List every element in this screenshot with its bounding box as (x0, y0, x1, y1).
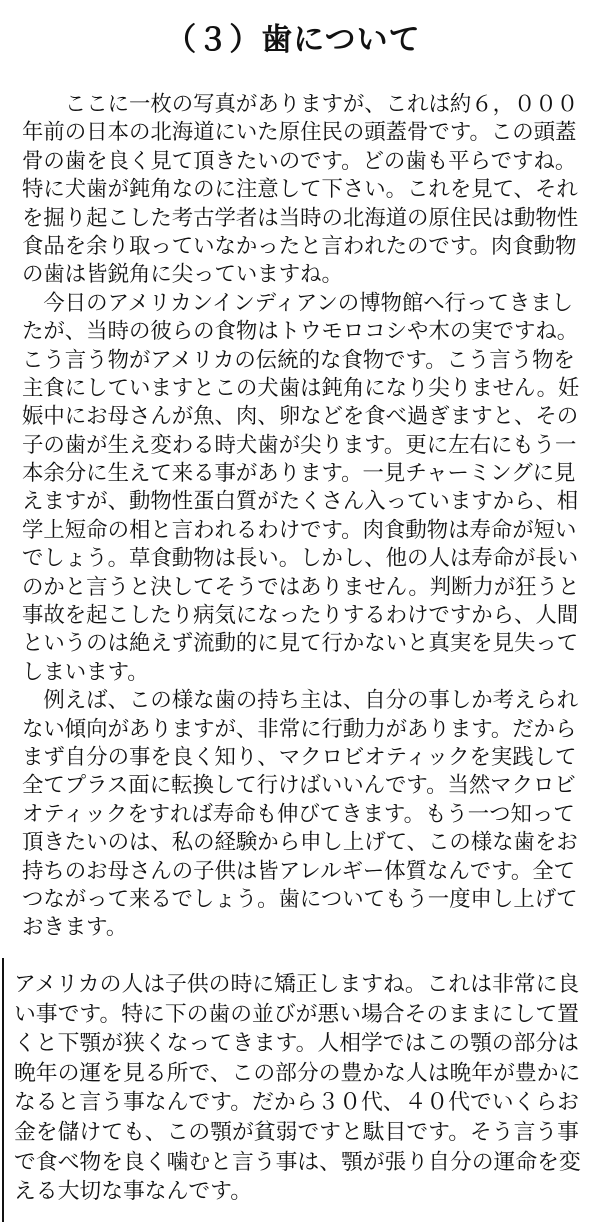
body-text-line: 骨の歯を良く見て頂きたいのです。どの歯も平らですね。 (22, 148, 577, 174)
body-text (22, 91, 594, 943)
body-text-line: 特に犬歯が鈍角なのに注意して下さい。これを見て、それ (22, 177, 578, 203)
body-text-line: 事故を起こしたり病気になったりするわけですから、人間 (22, 603, 579, 629)
body-text-line: ここに一枚の写真がありますが、これは約６，０００ (64, 92, 579, 117)
note-text-line: 晩年の運を見る所で、この部分の豊かな人は晩年が豊かに (14, 1060, 581, 1086)
body-text-line: 娠中にお母さんが魚、肉、卵などを食べ過ぎますと、その (22, 404, 579, 430)
body-text-line: のかと言うと決してそうではありません。判断力が狂うと (22, 574, 580, 600)
note-text-line: い事です。特に下の歯の並びが悪い場合そのままにして置 (14, 1001, 579, 1027)
note-text-line: 金を儲けても、この顎が貧弱ですと駄目です。そう言う事 (14, 1119, 579, 1145)
body-text-line: しまいます。 (22, 659, 149, 685)
note-text-line: える大切な事なんです。 (14, 1179, 253, 1205)
note-text-line: なると言う事なんです。だから３０代、４０代でいくらお (14, 1090, 579, 1116)
body-text-line: 年前の日本の北海道にいた原住民の頭蓋骨です。この頭蓋 (22, 120, 577, 146)
body-text-line: 学上短命の相と言われるわけです。肉食動物は寿命が短い (22, 517, 577, 543)
body-text-line: 全てプラス面に転換して行けばいいんです。当然マクロビ (22, 773, 576, 799)
note-box (14, 970, 596, 1207)
body-text-line: まず自分の事を良く知り、マクロビオティックを実践して (22, 744, 577, 770)
body-text-line: つながって来るでしょう。歯についてもう一度申し上げて (22, 886, 578, 912)
body-text-line: オティックをすれば寿命も伸びてきます。もう一つ知って (22, 801, 575, 827)
note-text-line: アメリカの人は子供の時に矯正しますね。これは非常に良 (14, 972, 580, 997)
body-text-line: 今日のアメリカンインディアンの博物館へ行ってきまし (43, 290, 574, 316)
body-text-line: 例えば、この様な歯の持ち主は、自分の事しか考えられ (43, 688, 579, 714)
body-text-line: たが、当時の彼らの食物はトウモロコシや木の実ですね。 (22, 319, 579, 345)
body-text-line: えますが、動物性蛋白質がたくさん入っていますから、相 (22, 489, 579, 515)
body-text-line: 主食にしていますとこの犬歯は鈍角になり尖りません。妊 (22, 375, 580, 401)
body-text-line: 食品を余り取っていなかったと言われたのです。肉食動物 (22, 233, 577, 259)
body-text-line: というのは絶えず流動的に見て行かないと真実を見失って (22, 631, 579, 657)
note-box-border (2, 958, 4, 1222)
body-text-line: でしょう。草食動物は長い。しかし、他の人は寿命が長い (22, 546, 579, 572)
body-text-line: 持ちのお母さんの子供は皆アレルギー体質なんです。全て (22, 858, 576, 884)
body-text-line: 頂きたいのは、私の経験から申し上げて、この様な歯をお (22, 830, 578, 856)
body-text-line: の歯は皆鋭角に尖っていますね。 (22, 262, 343, 288)
body-text-line: ない傾向がありますが、非常に行動力があります。だから (22, 716, 577, 742)
body-text-line: を掘り起こした考古学者は当時の北海道の原住民は動物性 (22, 205, 579, 231)
body-text-line: おきます。 (22, 915, 128, 941)
body-text-line: 子の歯が生え変わる時犬歯が尖ります。更に左右にもう一 (22, 432, 577, 458)
note-text-line: くと下顎が狭くなってきます。人相学ではこの顎の部分は (14, 1031, 579, 1057)
body-text-line: 本余分に生えて来る事があります。一見チャーミングに見 (22, 461, 576, 487)
page-title: （３）歯について (165, 22, 421, 58)
body-text-line: こう言う物がアメリカの伝統的な食物です。こう言う物を (22, 347, 575, 373)
note-text-line: で食べ物を良く噛むと言う事は、顎が張り自分の運命を変 (14, 1149, 581, 1175)
